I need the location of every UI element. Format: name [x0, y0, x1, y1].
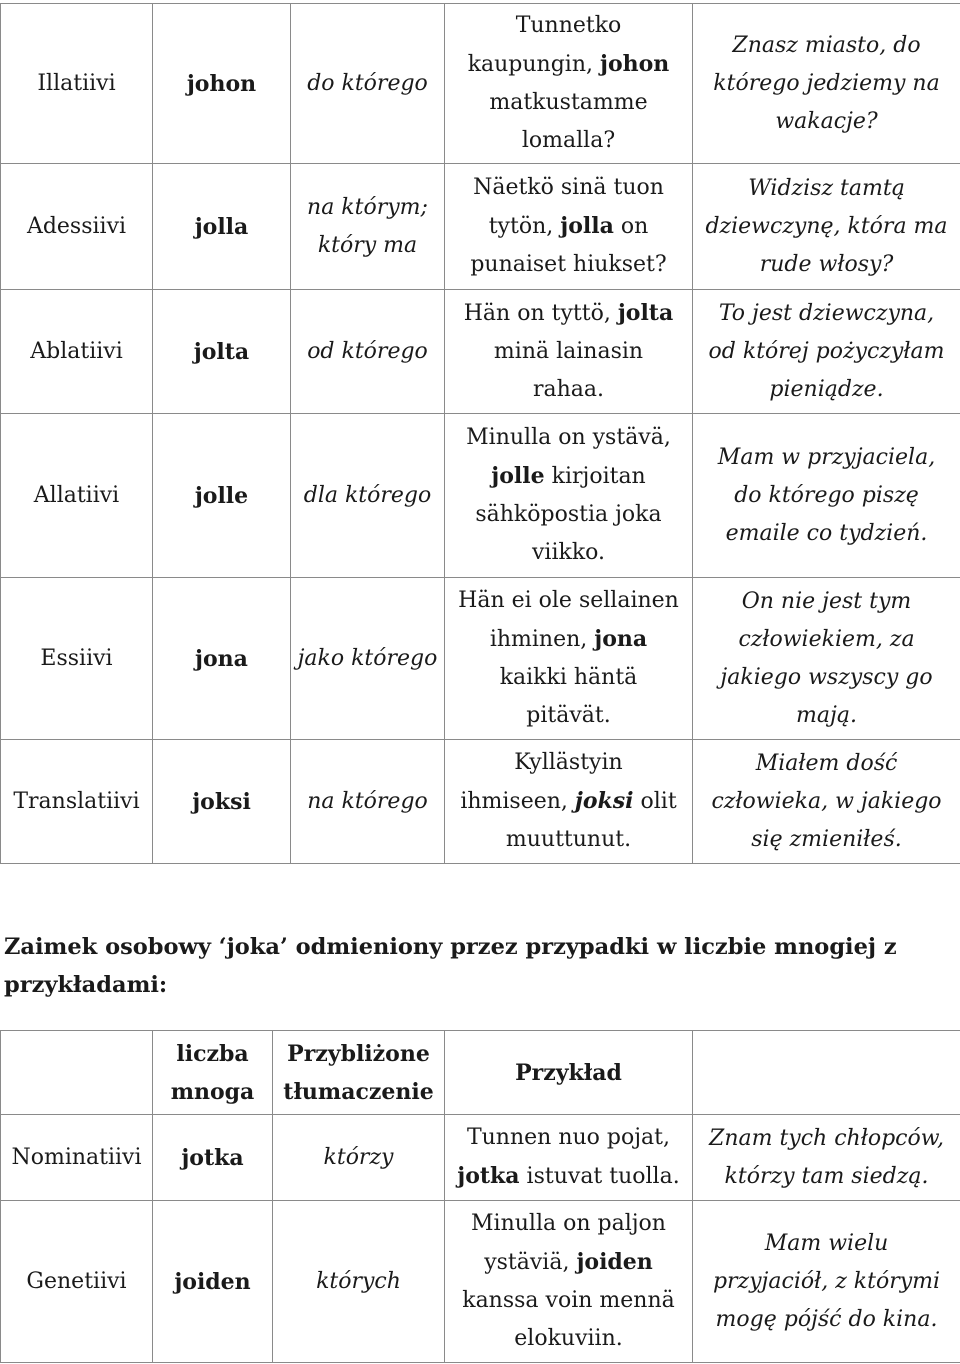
case-name: Genetiivi — [1, 1201, 153, 1363]
polish-example: Miałem dość człowieka, w jakiego się zmieniłeś. — [693, 740, 960, 864]
finnish-example: Tunnetko kaupungin, johon matkustamme lomalla? — [445, 4, 693, 164]
case-name: Adessiivi — [1, 164, 153, 290]
polish-example: Znam tych chłopców, którzy tam siedzą. — [693, 1115, 960, 1201]
header-translation: Przybliżone tłumaczenie — [273, 1031, 445, 1115]
pronoun-form: jona — [153, 578, 291, 740]
pronoun-form: jolla — [153, 164, 291, 290]
table-row — [1, 414, 960, 578]
case-name: Translatiivi — [1, 740, 153, 864]
finnish-example: Hän ei ole sellainen ihminen, jona kaikki häntä pitävät. — [445, 578, 693, 740]
polish-translation: dla którego — [291, 414, 445, 578]
polish-translation: do którego — [291, 4, 445, 164]
case-name: Nominatiivi — [1, 1115, 153, 1201]
polish-example: On nie jest tym człowiekiem, za jakiego wszyscy go mają. — [693, 578, 960, 740]
case-name: Essiivi — [1, 578, 153, 740]
table-row — [1, 4, 960, 164]
pronoun-form: jotka — [153, 1115, 273, 1201]
polish-translation: od którego — [291, 290, 445, 414]
polish-example: Widzisz tamtą dziewczynę, która ma rude włosy? — [693, 164, 960, 290]
pronoun-form: joksi — [153, 740, 291, 864]
header-polish — [693, 1031, 960, 1115]
table-row — [1, 1201, 960, 1363]
pronoun-form: jolta — [153, 290, 291, 414]
header-case — [1, 1031, 153, 1115]
case-name: Allatiivi — [1, 414, 153, 578]
polish-example: To jest dziewczyna, od której pożyczyłam pieniądze. — [693, 290, 960, 414]
polish-translation: jako którego — [291, 578, 445, 740]
pronoun-form: joiden — [153, 1201, 273, 1363]
finnish-example: Minulla on paljon ystäviä, joiden kanssa voin mennä elokuviin. — [445, 1201, 693, 1363]
table-row — [1, 1115, 960, 1201]
polish-example: Mam wielu przyjaciół, z którymi mogę pójść do kina. — [693, 1201, 960, 1363]
polish-translation: na którym; który ma — [291, 164, 445, 290]
pronoun-form: johon — [153, 4, 291, 164]
finnish-example: Tunnen nuo pojat, jotka istuvat tuolla. — [445, 1115, 693, 1201]
finnish-example: Minulla on ystävä, jolle kirjoitan sähköpostia joka viikko. — [445, 414, 693, 578]
finnish-example: Näetkö sinä tuon tytön, jolla on punaiset hiukset? — [445, 164, 693, 290]
header-example: Przykład — [445, 1031, 693, 1115]
polish-translation: których — [273, 1201, 445, 1363]
case-name: Illatiivi — [1, 4, 153, 164]
polish-translation: na którego — [291, 740, 445, 864]
case-name: Ablatiivi — [1, 290, 153, 414]
table-row — [1, 164, 960, 290]
finnish-example: Hän on tyttö, jolta minä lainasin rahaa. — [445, 290, 693, 414]
table-row — [1, 740, 960, 864]
plural-declension-table — [0, 1030, 960, 1363]
table-row — [1, 578, 960, 740]
pronoun-form: jolle — [153, 414, 291, 578]
polish-example: Znasz miasto, do którego jedziemy na wakacje? — [693, 4, 960, 164]
singular-declension-table — [0, 3, 960, 864]
section-heading: Zaimek osobowy ‘joka’ odmieniony przez przypadki w liczbie mnogiej z przykładami: — [4, 934, 897, 998]
table-header-row — [1, 1031, 960, 1115]
table-row — [1, 290, 960, 414]
polish-translation: którzy — [273, 1115, 445, 1201]
finnish-example: Kyllästyin ihmiseen, joksi olit muuttunut. — [445, 740, 693, 864]
header-plural: liczba mnoga — [153, 1031, 273, 1115]
polish-example: Mam w przyjaciela, do którego piszę emaile co tydzień. — [693, 414, 960, 578]
